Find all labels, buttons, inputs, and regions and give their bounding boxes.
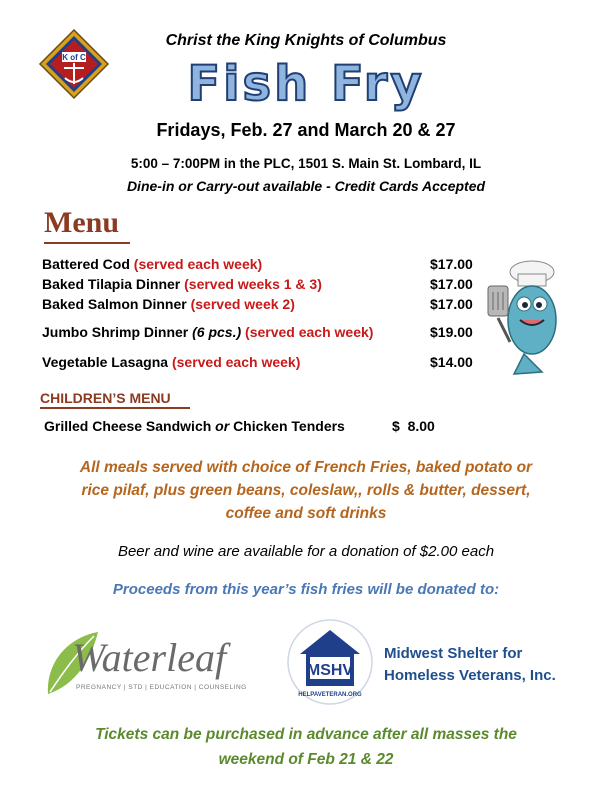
menu-item-note: (served each week) bbox=[245, 324, 374, 340]
menu-item-price: $14.00 bbox=[430, 354, 473, 370]
menu-item bbox=[42, 256, 262, 272]
menu-underline bbox=[44, 242, 130, 244]
menu-item-name: Baked Salmon Dinner bbox=[42, 296, 187, 312]
menu-item-price: $17.00 bbox=[430, 256, 473, 272]
menu-item-name: Jumbo Shrimp Dinner bbox=[42, 324, 189, 340]
beer-note: Beer and wine are available for a donation of $2.00 each bbox=[117, 543, 495, 560]
children-menu-heading: CHILDREN’S MENU bbox=[40, 390, 171, 406]
menu-item-note: (served each week) bbox=[133, 256, 263, 272]
organization-name: Christ the King Knights of Columbus bbox=[165, 32, 447, 49]
menu-item-note: (served week 2) bbox=[190, 296, 295, 312]
children-item-or: or bbox=[215, 418, 230, 434]
menu-item bbox=[42, 324, 373, 340]
chef-fish-icon bbox=[484, 258, 570, 376]
menu-item-price: $17.00 bbox=[430, 276, 473, 292]
menu-item-name: Battered Cod bbox=[42, 256, 130, 272]
menu-item-price: $19.00 bbox=[430, 324, 473, 340]
children-menu-item bbox=[44, 418, 345, 434]
waterleaf-name: Waterleaf bbox=[72, 635, 227, 680]
waterleaf-tagline: PREGNANCY | STD | EDUCATION | COUNSELING bbox=[76, 684, 247, 691]
menu-item bbox=[42, 354, 300, 370]
mshv-line-2: Homeless Veterans, Inc. bbox=[384, 667, 556, 684]
event-dates: Fridays, Feb. 27 and March 20 & 27 bbox=[156, 120, 456, 140]
mshv-logo-text: MSHV bbox=[306, 662, 354, 679]
emblem-text: K of C bbox=[62, 53, 86, 62]
event-title: Fish Fry bbox=[187, 56, 425, 112]
mshv-name bbox=[384, 643, 556, 687]
menu-heading: Menu bbox=[44, 206, 119, 239]
meals-note: All meals served with choice of French Fries, baked potato or rice pilaf, plus green beans, coleslaw,, rolls & butter, dessert, coffee and soft drinks bbox=[79, 459, 533, 522]
children-item-price: $ 8.00 bbox=[392, 418, 435, 434]
menu-item-note: (served each week) bbox=[171, 354, 301, 370]
menu-item-name-extra: (6 pcs.) bbox=[192, 324, 242, 340]
mshv-logo bbox=[286, 618, 374, 706]
menu-item-name: Vegetable Lasagna bbox=[42, 354, 169, 370]
menu-item bbox=[42, 296, 295, 312]
waterleaf-logo bbox=[42, 628, 252, 700]
children-item-part2: Chicken Tenders bbox=[233, 418, 345, 434]
tickets-note: Tickets can be purchased in advance after all masses the weekend of Feb 21 & 22 bbox=[95, 726, 517, 768]
menu-item-price: $17.00 bbox=[430, 296, 473, 312]
mshv-line-1: Midwest Shelter for bbox=[384, 645, 523, 662]
menu-item-note: (served weeks 1 & 3) bbox=[184, 276, 322, 292]
children-menu-underline bbox=[40, 407, 190, 409]
dine-info: Dine-in or Carry-out available - Credit Cards Accepted bbox=[126, 178, 486, 194]
menu-item-name: Baked Tilapia Dinner bbox=[42, 276, 181, 292]
mshv-url: HELPAVETERAN.ORG bbox=[298, 692, 362, 698]
children-item-part1: Grilled Cheese Sandwich bbox=[44, 418, 212, 434]
proceeds-note: Proceeds from this year’s fish fries will be donated to: bbox=[112, 581, 500, 598]
menu-item bbox=[42, 276, 322, 292]
event-location: 5:00 – 7:00PM in the PLC, 1501 S. Main St. Lombard, IL bbox=[130, 156, 482, 171]
